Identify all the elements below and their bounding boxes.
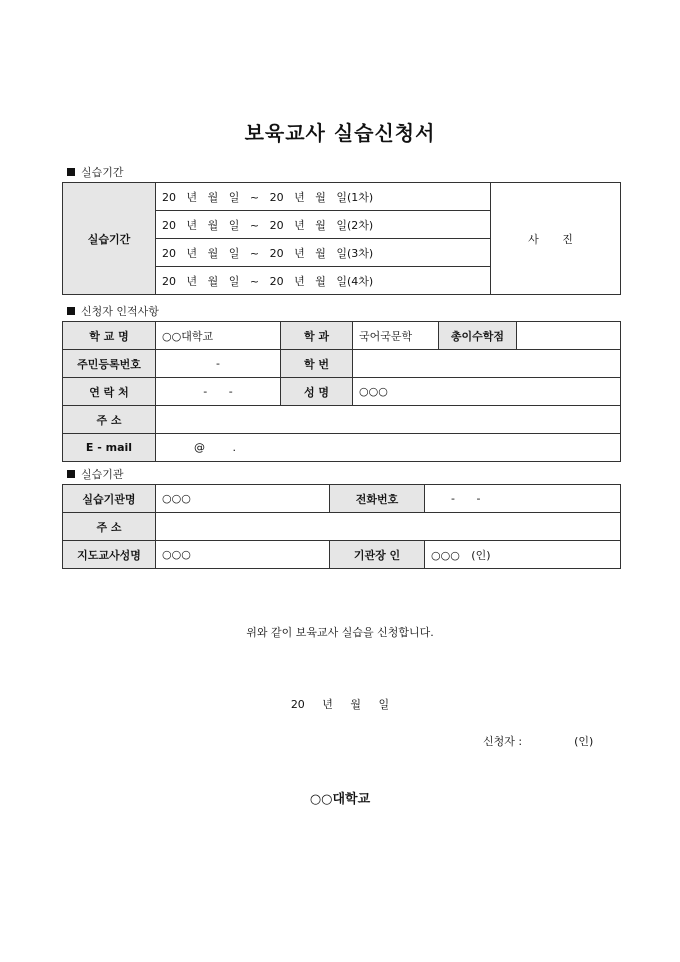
email-label: E - mail bbox=[63, 434, 156, 462]
period-row-3[interactable]: 20 년 월 일 ~ 20 년 월 일(3차) bbox=[156, 239, 491, 267]
application-date: 20 년 월 일 bbox=[290, 698, 390, 711]
institution-name-field[interactable]: ○○○ bbox=[156, 485, 330, 513]
email-field[interactable]: @ . bbox=[156, 434, 621, 462]
page-title: 보육교사 실습신청서 bbox=[244, 121, 436, 145]
rrn-label: 주민등록번호 bbox=[63, 350, 156, 378]
institution-name-label: 실습기관명 bbox=[63, 485, 156, 513]
school-footer: ○○대학교 bbox=[309, 792, 371, 807]
supervisor-name-label: 지도교사성명 bbox=[63, 541, 156, 569]
address-label: 주 소 bbox=[63, 406, 156, 434]
school-name-label: 학 교 명 bbox=[63, 322, 156, 350]
application-statement: 위와 같이 보육교사 실습을 신청합니다. bbox=[246, 626, 434, 639]
phone-label: 전화번호 bbox=[330, 485, 425, 513]
student-id-label: 학 번 bbox=[281, 350, 353, 378]
contact-field[interactable]: - - bbox=[156, 378, 281, 406]
period-header: 실습기간 bbox=[63, 183, 156, 295]
square-bullet-icon bbox=[67, 168, 75, 176]
applicant-table bbox=[62, 321, 621, 462]
period-row-4[interactable]: 20 년 월 일 ~ 20 년 월 일(4차) bbox=[156, 267, 491, 295]
name-label: 성 명 bbox=[281, 378, 353, 406]
student-id-field[interactable] bbox=[353, 350, 621, 378]
square-bullet-icon bbox=[67, 470, 75, 478]
section-institution-label: 실습기관 bbox=[67, 466, 124, 482]
department-field[interactable]: 국어국문학 bbox=[353, 322, 439, 350]
period-table bbox=[62, 182, 621, 295]
period-row-2[interactable]: 20 년 월 일 ~ 20 년 월 일(2차) bbox=[156, 211, 491, 239]
photo-box[interactable]: 사 진 bbox=[491, 183, 621, 295]
institution-address-label: 주 소 bbox=[63, 513, 156, 541]
supervisor-name-field[interactable]: ○○○ bbox=[156, 541, 330, 569]
applicant-seal[interactable]: (인) bbox=[574, 735, 594, 748]
department-label: 학 과 bbox=[281, 322, 353, 350]
address-field[interactable] bbox=[156, 406, 621, 434]
period-row-1[interactable]: 20 년 월 일 ~ 20 년 월 일(1차) bbox=[156, 183, 491, 211]
director-seal-label: 기관장 인 bbox=[330, 541, 425, 569]
applicant-signature-label: 신청자 : bbox=[483, 735, 523, 748]
phone-field[interactable]: - - bbox=[425, 485, 621, 513]
rrn-field[interactable]: - bbox=[156, 350, 281, 378]
director-seal-field[interactable]: ○○○ (인) bbox=[425, 541, 621, 569]
total-credits-field[interactable] bbox=[517, 322, 621, 350]
name-field[interactable]: ○○○ bbox=[353, 378, 621, 406]
applicant-signature bbox=[483, 733, 593, 749]
institution-table bbox=[62, 484, 621, 569]
school-name-field[interactable]: ○○대학교 bbox=[156, 322, 281, 350]
square-bullet-icon bbox=[67, 307, 75, 315]
contact-label: 연 락 처 bbox=[63, 378, 156, 406]
total-credits-label: 총이수학점 bbox=[439, 322, 517, 350]
section-applicant-label: 신청자 인적사항 bbox=[67, 303, 159, 319]
section-period-label: 실습기간 bbox=[67, 164, 124, 180]
institution-address-field[interactable] bbox=[156, 513, 621, 541]
